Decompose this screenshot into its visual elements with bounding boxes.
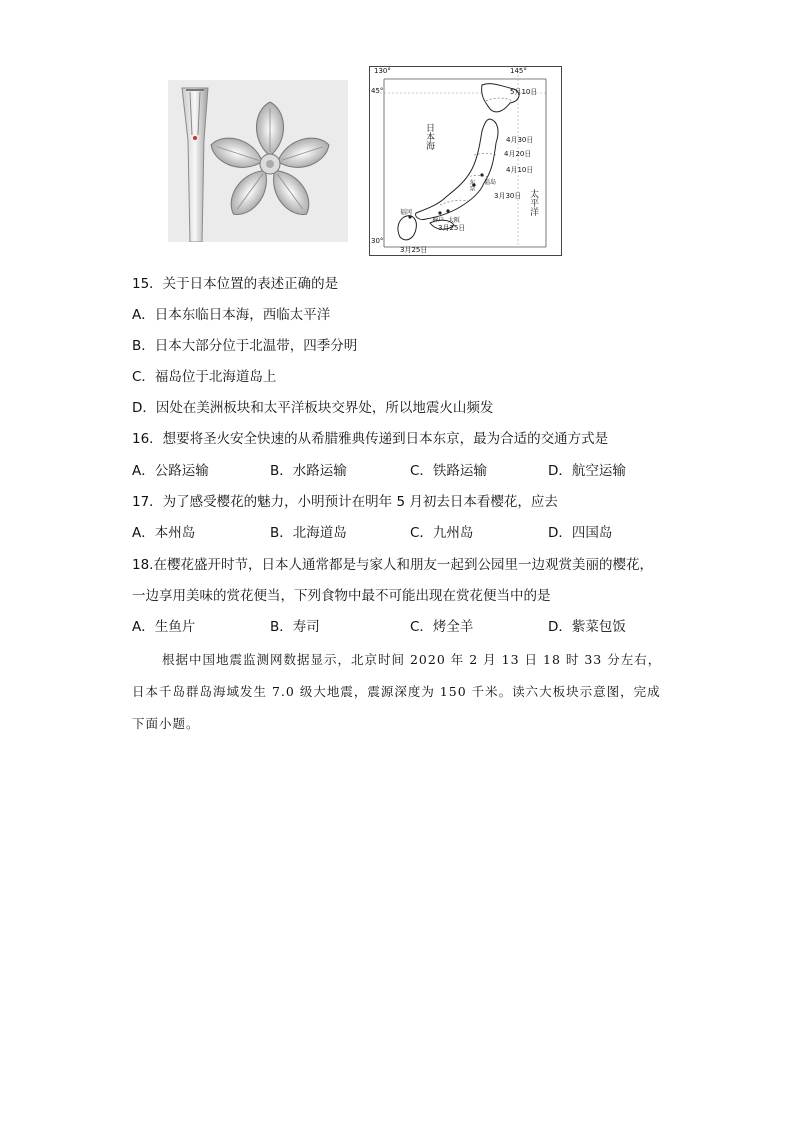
map-lat-bottom: 30° (371, 237, 384, 245)
map-date-label: 3月25日 (400, 246, 428, 254)
map-lon-left: 130° (374, 67, 391, 75)
question-17-option-a[interactable]: A．本州岛 (132, 525, 196, 541)
map-date-label: 4月20日 (504, 150, 532, 158)
question-16-option-a[interactable]: A．公路运输 (132, 463, 209, 479)
map-date-label: 3月30日 (494, 192, 522, 200)
map-date-label: 4月10日 (506, 166, 534, 174)
map-sea-japan-label: 日本海 (424, 123, 434, 150)
question-17-stem: 17．为了感受樱花的魅力，小明预计在明年 5 月初去日本看樱花，应去 (132, 494, 558, 510)
question-17-option-d[interactable]: D．四国岛 (548, 525, 613, 541)
question-18-option-a[interactable]: A．生鱼片 (132, 619, 196, 635)
map-lat-top: 45° (371, 87, 384, 95)
question-15-option-d[interactable]: D．因处在美洲板块和太平洋板块交界处，所以地震火山频发 (132, 400, 494, 416)
figure-row (168, 66, 568, 258)
map-date-label: 3月25日 (438, 224, 466, 232)
japan-sakura-map (369, 66, 562, 256)
question-18-option-b[interactable]: B．寿司 (270, 619, 320, 635)
map-city-label: 福冈 (400, 209, 413, 216)
question-16-option-c[interactable]: C．铁路运输 (410, 463, 487, 479)
question-16-option-d[interactable]: D．航空运输 (548, 463, 626, 479)
question-18-option-c[interactable]: C．烤全羊 (410, 619, 474, 635)
question-18-stem-line1: 18.在樱花盛开时节，日本人通常都是与家人和朋友一起到公园里一边观赏美丽的樱花， (132, 557, 653, 573)
torch-illustration (168, 80, 348, 242)
question-16-stem: 16．想要将圣火安全快速的从希腊雅典传递到日本东京，最为合适的交通方式是 (132, 431, 609, 447)
map-date-label: 5月10日 (510, 88, 538, 96)
question-18-option-d[interactable]: D．紫菜包饭 (548, 619, 626, 635)
map-pacific-label: 太平洋 (528, 189, 538, 216)
question-15-option-b[interactable]: B．日本大部分位于北温带，四季分明 (132, 338, 358, 354)
map-city-label: 福岛 (484, 179, 497, 186)
question-15-option-a[interactable]: A．日本东临日本海，西临太平洋 (132, 307, 331, 323)
question-18-stem-line2: 一边享用美味的赏花便当，下列食物中最不可能出现在赏花便当中的是 (132, 588, 551, 604)
section-intro-paragraph: 根据中国地震监测网数据显示，北京时间 2020 年 2 月 13 日 18 时 33 分左右，日本千岛群岛海域发生 7.0 级大地震，震源深度为 150 千米。读六大板块示意图，完成下面小题。 (132, 652, 662, 731)
question-17-option-b[interactable]: B．北海道岛 (270, 525, 347, 541)
question-15-option-c[interactable]: C．福岛位于北海道岛上 (132, 369, 277, 385)
map-date-label: 4月30日 (506, 136, 534, 144)
question-16-option-b[interactable]: B．水路运输 (270, 463, 347, 479)
question-15-stem: 15．关于日本位置的表述正确的是 (132, 276, 339, 292)
map-lon-right: 145° (510, 67, 527, 75)
map-city-label: 东京 (468, 179, 475, 191)
question-17-option-c[interactable]: C．九州岛 (410, 525, 474, 541)
torch-and-sakura-image (168, 80, 348, 242)
map-city-label: 神户 (432, 217, 445, 224)
map-city-label: 大阪 (448, 217, 461, 224)
